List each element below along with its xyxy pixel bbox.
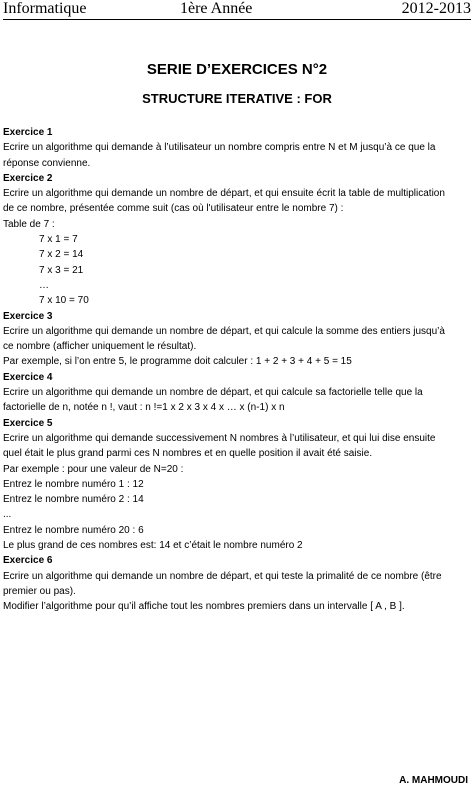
exercise-4-text: factorielle de n, notée n !, vaut : n !=1 x 2 x 3 x 4 x … x (n-1) x n [3,402,285,414]
series-title: SERIE D’EXERCICES N°2 [146,61,328,78]
page-header [0,0,474,20]
exercise-2-text: Ecrire un algorithme qui demande un nombre de départ, et qui ensuite écrit la table de multiplication [3,188,445,200]
exercise-1-text: réponse convienne. [3,157,91,169]
exercise-5-text: quel était le plus grand parmi ces N nombres et en quelle position il avait été saisie. [3,448,373,460]
exercise-3-text: Ecrire un algorithme qui demande un nombre de départ, et qui calcule la somme des entiers jusqu’à [3,325,445,337]
exercise-3-title: Exercice 3 [3,310,53,322]
header-subject: Informatique [3,0,87,17]
table-row: 7 x 3 = 21 [39,264,84,276]
exercise-5-text: Par exemple : pour une valeur de N=20 : [3,463,184,475]
exercise-3-text: Par exemple, si l’on entre 5, le programme doit calculer : 1 + 2 + 3 + 4 + 5 = 15 [3,356,352,368]
exercise-3-text: ce nombre (afficher uniquement le résultat). [3,341,197,353]
table-row: … [39,279,49,291]
header-level: 1ère Année [180,0,253,17]
exercise-5-title: Exercice 5 [3,417,53,429]
exercise-2-text: de ce nombre, présentée comme suit (cas où l'utilisateur entre le nombre 7) : [3,203,344,215]
exercise-1-text: Ecrire un algorithme qui demande à l’utilisateur un nombre compris entre N et M jusqu’à ce que la [3,142,436,154]
exercise-5-text: Entrez le nombre numéro 2 : 14 [3,494,144,506]
exercise-4-text: Ecrire un algorithme qui demande un nombre de départ, et qui calcule sa factorielle telle que la [3,387,423,399]
exercise-5-text: Entrez le nombre numéro 20 : 6 [3,524,144,536]
table-row: 7 x 1 = 7 [39,234,78,246]
author-footer: A. MAHMOUDI [399,775,468,786]
table-row: 7 x 2 = 14 [39,249,84,261]
exercise-5-text: ... [3,509,12,521]
exercise-4-title: Exercice 4 [3,371,53,383]
header-year: 2012-2013 [401,0,471,17]
exercise-6-title: Exercice 6 [3,555,53,567]
topic-title: STRUCTURE ITERATIVE : FOR [142,91,332,106]
exercise-5-text: Ecrire un algorithme qui demande successivement N nombres à l’utilisateur, et qui lui dise ensuite [3,432,436,444]
exercise-2-title: Exercice 2 [3,172,53,184]
exercise-6-text: premier ou pas). [3,585,76,597]
header-rule [3,19,471,20]
exercise-5-text: Le plus grand de ces nombres est: 14 et c’était le nombre numéro 2 [3,540,303,552]
table-intro: Table de 7 : [3,218,55,230]
exercise-6-text: Modifier l’algorithme pour qu’il affiche tout les nombres premiers dans un intervalle [ A , B ]. [3,601,405,613]
exercise-1-title: Exercice 1 [3,127,53,138]
exercise-5-text: Entrez le nombre numéro 1 : 12 [3,478,144,490]
table-row: 7 x 10 = 70 [39,295,89,307]
exercise-6-text: Ecrire un algorithme qui demande un nombre de départ, et qui teste la primalité de ce nombre (être [3,570,442,582]
exercise-list [3,125,469,615]
